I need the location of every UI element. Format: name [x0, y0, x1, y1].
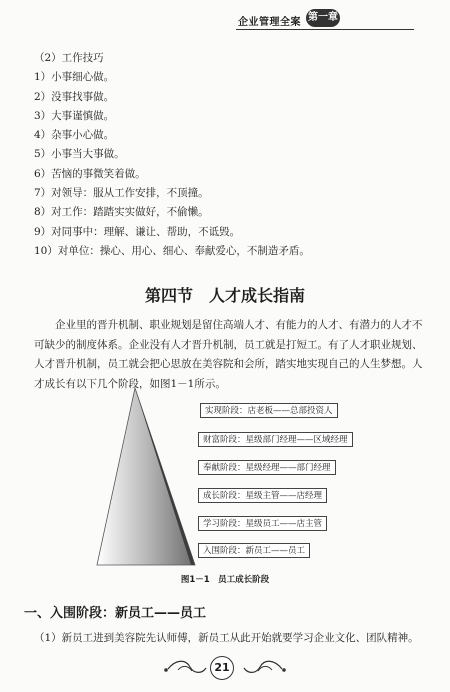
page-number: 21: [210, 656, 234, 680]
stage-learning: 学习阶段：星级员工——店主管: [198, 516, 327, 531]
header-rule: [236, 29, 414, 30]
tip-item: 8）对工作：踏踏实实做好，不偷懒。: [34, 206, 209, 219]
stage-entry: 入围阶段：新员工——员工: [198, 543, 310, 558]
tip-item: 2）没事找事做。: [34, 90, 115, 103]
section-paragraph: 企业里的晋升机制、职业规划是留住高端人才、有能力的人才、有潜力的人才不可缺少的制度体系。企业没有人才晋升机制，员工就是打短工。有了人才职业规划、人才晋升机制，员工就会把心思放在美容院和会所，踏实地实现自己的人生梦想。人才成长有以下几个阶段，如图1－1所示。: [34, 319, 423, 390]
work-tips-list: [34, 49, 310, 261]
tip-item: 5）小事当大事做。: [34, 148, 125, 161]
stage-wealth: 财富阶段：星级部门经理——区域经理: [198, 432, 353, 447]
subsection-heading: 一、入围阶段：新员工——员工: [24, 606, 207, 621]
tip-item: 3）大事谨慎做。: [34, 109, 115, 122]
page-header: [0, 0, 450, 30]
tips-heading: （2）工作技巧: [34, 52, 104, 64]
figure-caption: 图1－1 员工成长阶段: [180, 575, 270, 585]
growth-pyramid-figure: [95, 385, 365, 570]
tip-item: 7）对领导：服从工作安排，不顶撞。: [34, 187, 209, 200]
stage-realization: 实现阶段：店老板——总部投资人: [200, 403, 338, 418]
tip-item: 1）小事细心做。: [34, 71, 115, 84]
stage-growth: 成长阶段：星级主管——店经理: [198, 488, 327, 503]
book-title: 企业管理全案: [238, 17, 301, 28]
subsection-text: （1）新员工进到美容院先认师傅，新员工从此开始就要学习企业文化、团队精神。: [34, 632, 419, 644]
tip-item: 10）对单位：操心、用心、细心、奉献爱心，不制造矛盾。: [34, 244, 310, 257]
tip-item: 6）苦恼的事微笑着做。: [34, 167, 146, 180]
stage-dedication: 奉献阶段：星级经理——部门经理: [198, 460, 336, 475]
tip-item: 4）杂事小心做。: [34, 129, 115, 142]
section-title: 第四节 人才成长指南: [144, 286, 305, 305]
chapter-badge: 第一章: [306, 9, 340, 27]
tip-item: 9）对同事中：理解、谦让、帮助，不诋毁。: [34, 225, 241, 238]
